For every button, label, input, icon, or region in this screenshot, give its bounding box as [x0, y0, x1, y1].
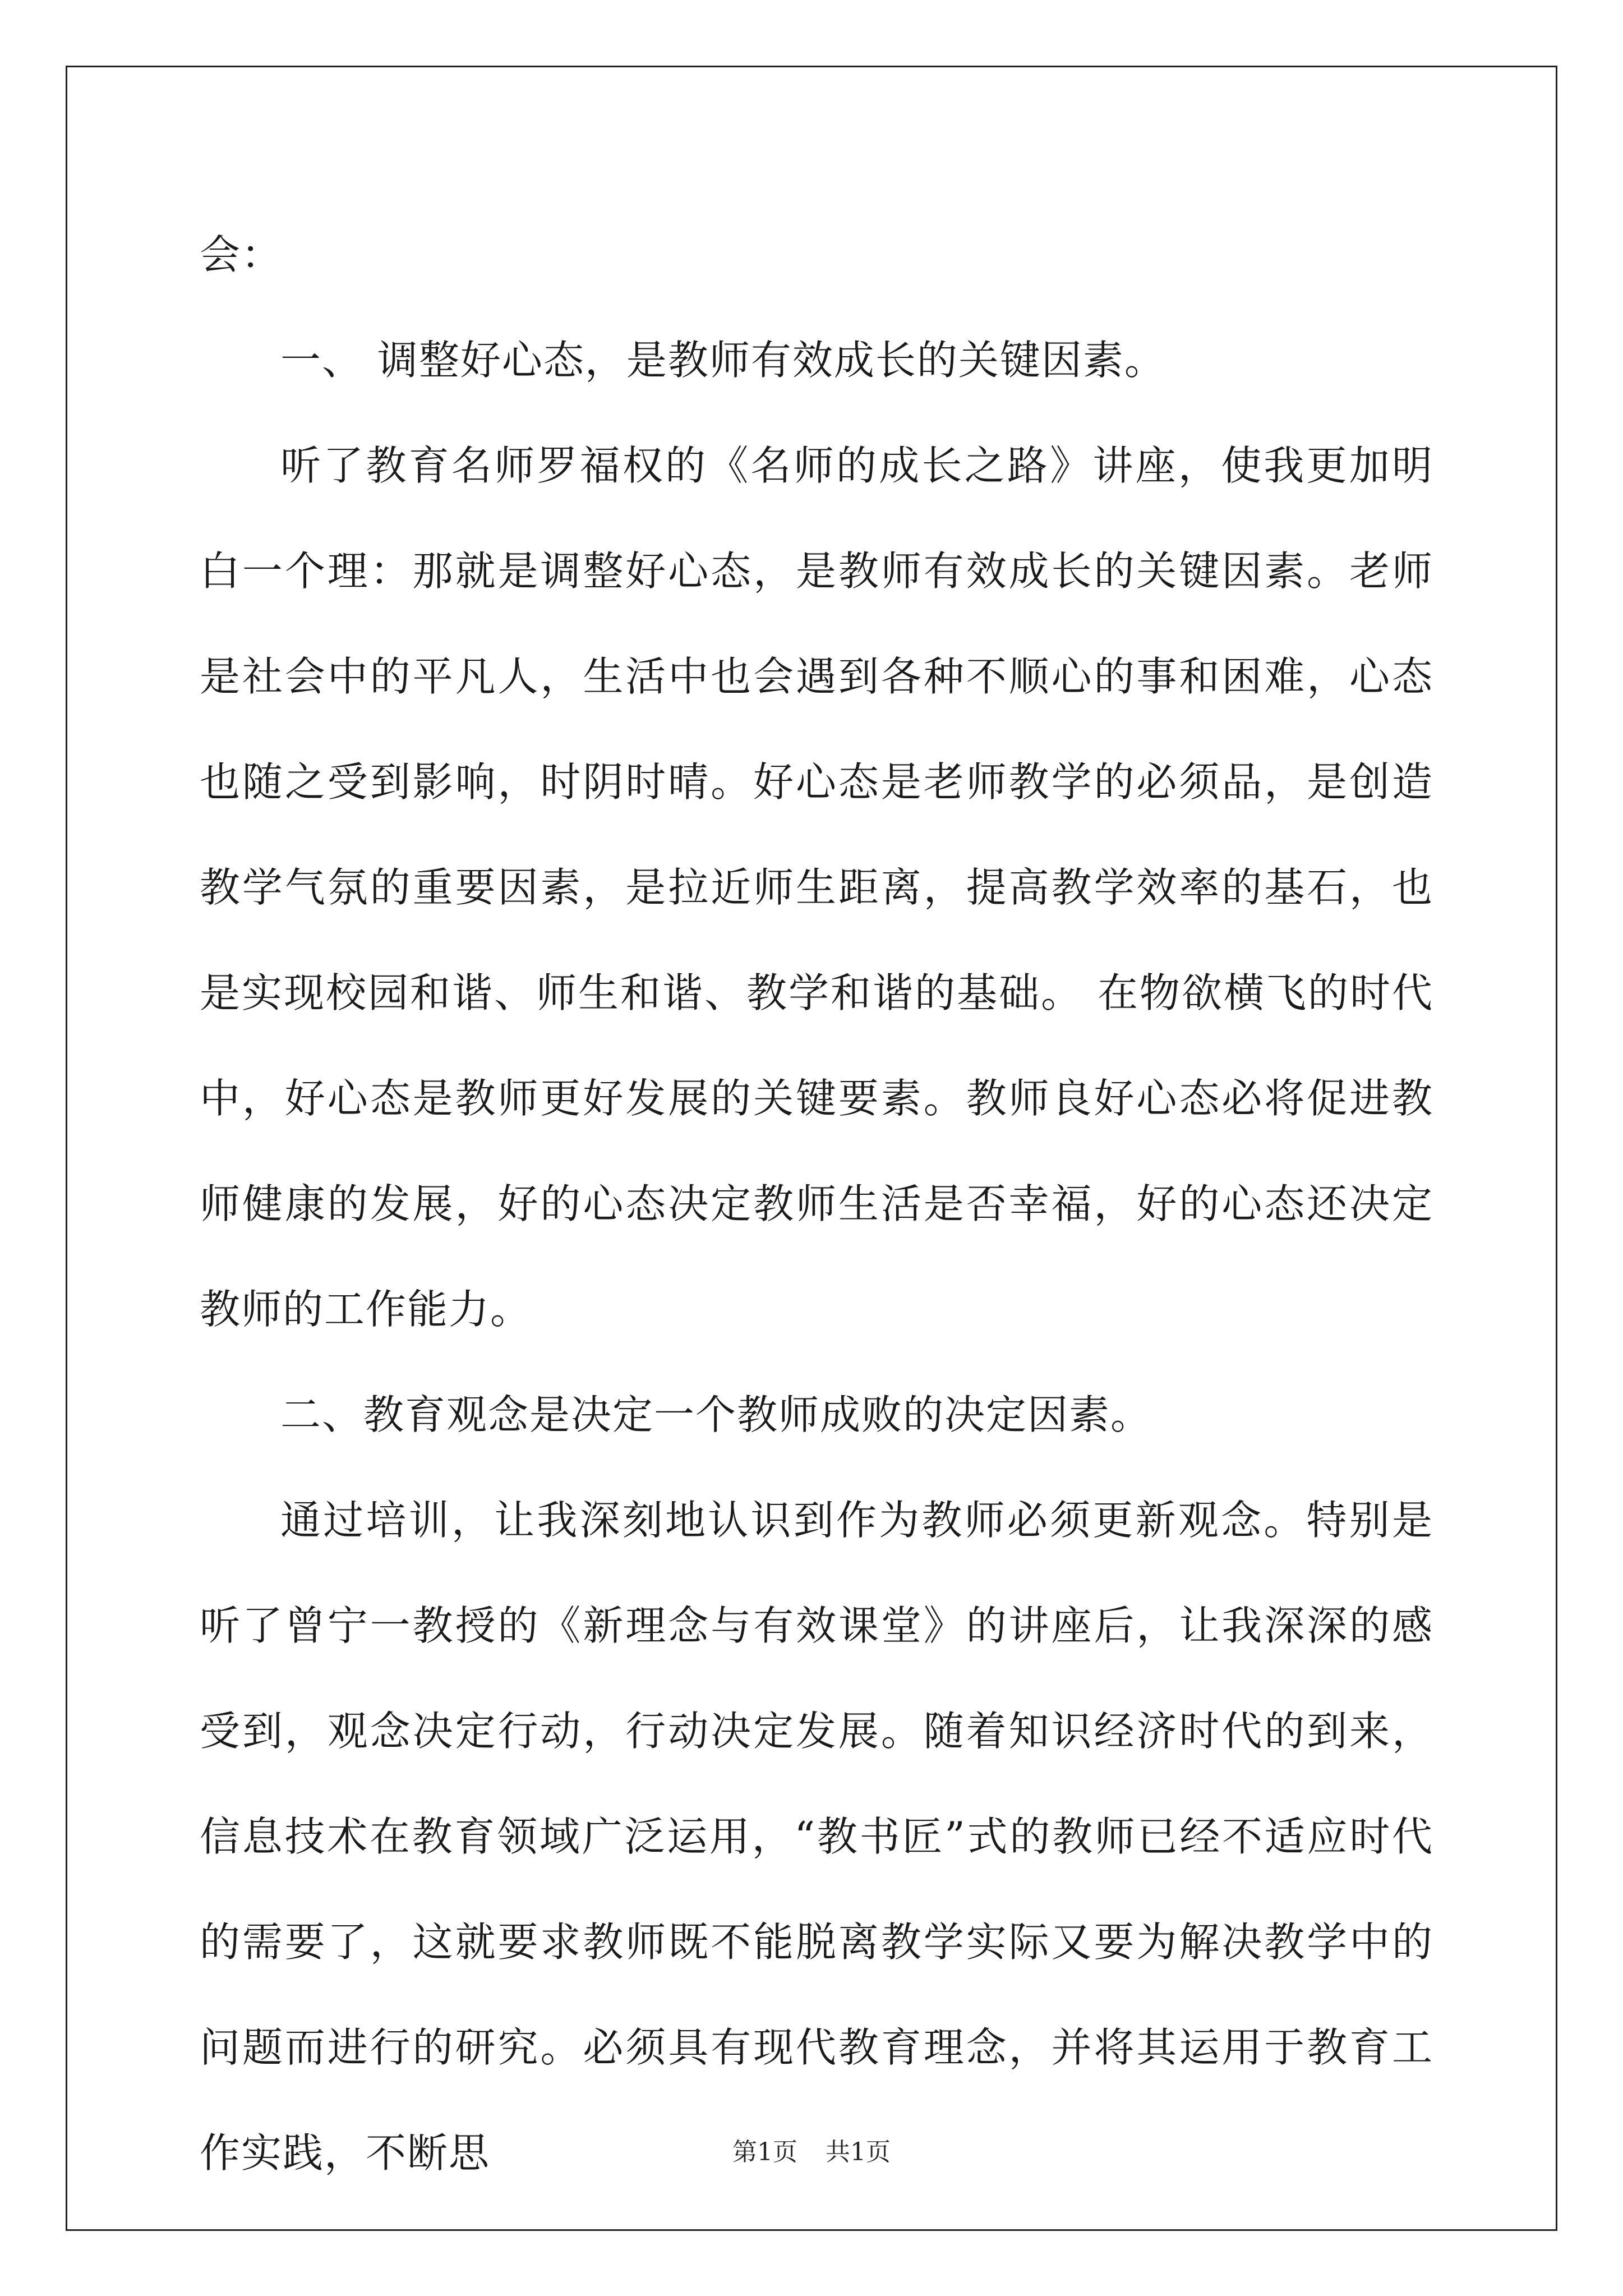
paragraph-1: 一、 调整好心态，是教师有效成长的关键因素。 — [280, 337, 1166, 384]
paragraph-2: 听了教育名师罗福权的《名师的成长之路》讲座，使我更加明白一个理：那就是调整好心态，是教师有效成长的关键因素。老师是社会中的平凡人，生活中也会遇到各种不顺心的事和困难，心态也随之受到影响，时阴时晴。好心态是老师教学的必须品，是创造教学气氛的重要因素，是拉近师生距离，提高教学效率的基石，也是实现校园和谐、师生和谐、教学和谐的基础。 在物欲横飞的时代中，好心态是教师更好发展的关键要素。教师良好心态必将促进教师健康的发展，好的心态决定教师生活是否幸福，好的心态还决定教师的工作能力。 — [200, 442, 1433, 1333]
page-number-current: 第1页 — [732, 2138, 797, 2166]
paragraph-3: 二、教育观念是决定一个教师成败的决定因素。 — [280, 1391, 1152, 1438]
document-body — [200, 202, 1433, 2206]
page-footer — [0, 2132, 1623, 2168]
paragraph-0: 会： — [200, 231, 283, 278]
page-number-total: 共1页 — [826, 2138, 891, 2166]
paragraph-4: 通过培训，让我深刻地认识到作为教师必须更新观念。特别是听了曾宁一教授的《新理念与有效课堂》的讲座后，让我深深的感受到，观念决定行动，行动决定发展。随着知识经济时代的到来，信息技术在教育领域广泛运用，“教书匠”式的教师已经不适应时代的需要了，这就要求教师既不能脱离教学实际又要为解决教学中的问题而进行的研究。必须具有现代教育理念，并将其运用于教育工作实践，不断思 — [200, 1497, 1433, 2177]
